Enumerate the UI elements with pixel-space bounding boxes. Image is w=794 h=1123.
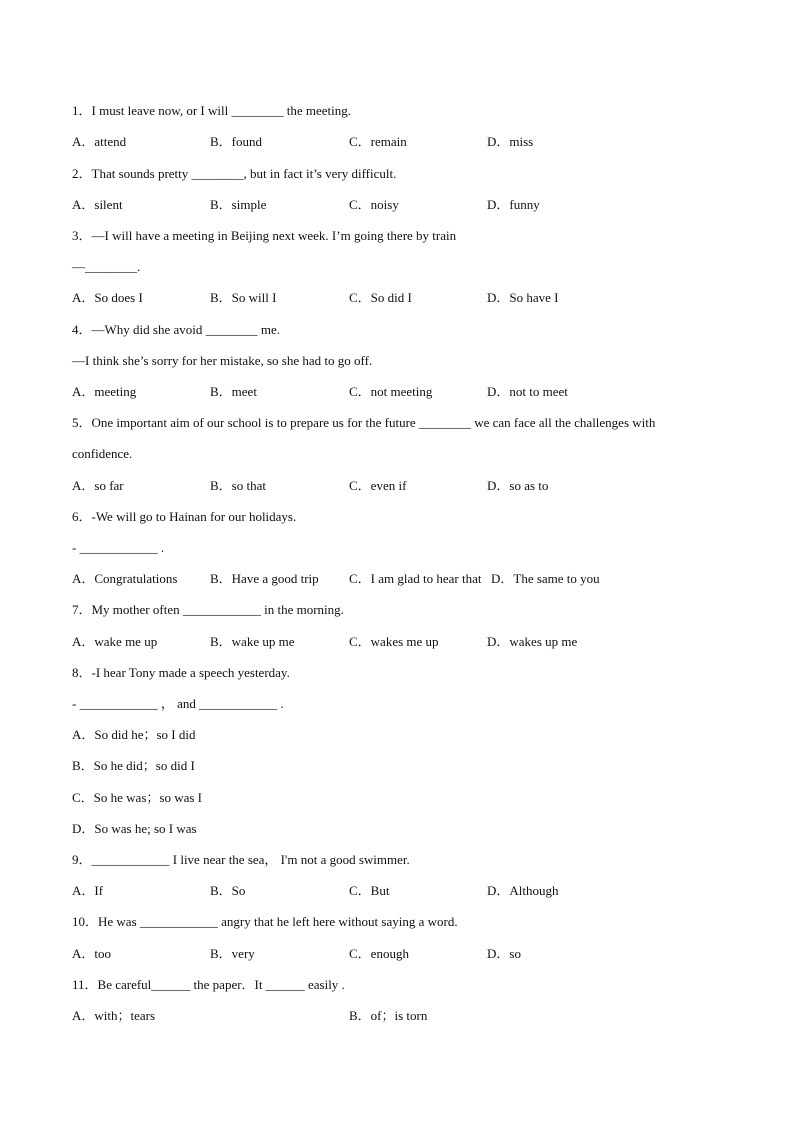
- question-1-option-d[interactable]: D．miss: [487, 134, 534, 149]
- question-5-stem: 5．One important aim of our school is to prepare us for the future ________ we can face all the challenges with: [72, 415, 656, 430]
- question-9-option-d[interactable]: D．Although: [487, 883, 559, 898]
- question-5-option-c[interactable]: C．even if: [349, 478, 407, 493]
- question-9-option-a[interactable]: A．If: [72, 883, 104, 898]
- question-4-stem: 4．—Why did she avoid ________ me.: [72, 322, 280, 337]
- question-11-option-b[interactable]: B．of；is torn: [349, 1008, 428, 1023]
- question-5-option-b[interactable]: B．so that: [210, 478, 266, 493]
- question-5-option-a[interactable]: A．so far: [72, 478, 124, 493]
- question-4-option-b[interactable]: B．meet: [210, 384, 257, 399]
- question-10-option-b[interactable]: B．very: [210, 946, 255, 961]
- question-3-option-b[interactable]: B．So will I: [210, 290, 277, 305]
- question-8-option-c[interactable]: C．So he was；so was I: [72, 790, 202, 805]
- question-9-option-b[interactable]: B．So: [210, 883, 246, 898]
- question-7-stem: 7．My mother often ____________ in the morning.: [72, 602, 344, 617]
- question-10-option-c[interactable]: C．enough: [349, 946, 409, 961]
- question-6-option-d[interactable]: D．The same to you: [491, 571, 600, 586]
- question-3-stem: 3．—I will have a meeting in Beijing next week. I’m going there by train: [72, 228, 457, 243]
- question-3-option-c[interactable]: C．So did I: [349, 290, 412, 305]
- question-8-response: - ____________ ， and ____________ .: [72, 696, 284, 711]
- question-2-option-a[interactable]: A．silent: [72, 197, 123, 212]
- question-6-option-c[interactable]: C．I am glad to hear that: [349, 571, 482, 586]
- question-3-response: —________.: [72, 259, 141, 274]
- question-8-option-a[interactable]: A．So did he；so I did: [72, 727, 196, 742]
- question-2-stem: 2．That sounds pretty ________, but in fact it’s very difficult.: [72, 166, 397, 181]
- question-7-option-c[interactable]: C．wakes me up: [349, 634, 439, 649]
- question-6-stem: 6．-We will go to Hainan for our holidays.: [72, 509, 297, 524]
- question-7-option-b[interactable]: B．wake up me: [210, 634, 295, 649]
- question-2-option-d[interactable]: D．funny: [487, 197, 540, 212]
- question-10-option-a[interactable]: A．too: [72, 946, 112, 961]
- question-9-option-c[interactable]: C．But: [349, 883, 390, 898]
- question-9-stem: 9．____________ I live near the sea， I'm not a good swimmer.: [72, 852, 410, 867]
- question-5-option-d[interactable]: D．so as to: [487, 478, 549, 493]
- question-8-stem: 8．-I hear Tony made a speech yesterday.: [72, 665, 290, 680]
- question-8-option-d[interactable]: D．So was he; so I was: [72, 821, 197, 836]
- question-4-option-a[interactable]: A．meeting: [72, 384, 137, 399]
- question-8-option-b[interactable]: B．So he did；so did I: [72, 758, 195, 773]
- question-7-option-d[interactable]: D．wakes up me: [487, 634, 578, 649]
- question-1-option-a[interactable]: A．attend: [72, 134, 127, 149]
- question-4-option-c[interactable]: C．not meeting: [349, 384, 433, 399]
- question-5-stem-continued: confidence.: [72, 446, 133, 461]
- question-10-option-d[interactable]: D．so: [487, 946, 521, 961]
- question-6-option-a[interactable]: A．Congratulations: [72, 571, 178, 586]
- question-3-option-d[interactable]: D．So have I: [487, 290, 559, 305]
- question-4-option-d[interactable]: D．not to meet: [487, 384, 568, 399]
- question-6-option-b[interactable]: B．Have a good trip: [210, 571, 319, 586]
- question-11-option-a[interactable]: A．with；tears: [72, 1008, 156, 1023]
- question-7-option-a[interactable]: A．wake me up: [72, 634, 158, 649]
- question-1-option-c[interactable]: C．remain: [349, 134, 407, 149]
- question-10-stem: 10．He was ____________ angry that he left here without saying a word.: [72, 914, 458, 929]
- question-1-option-b[interactable]: B．found: [210, 134, 263, 149]
- question-2-option-c[interactable]: C．noisy: [349, 197, 399, 212]
- question-11-stem: 11．Be careful______ the paper．It ______ easily .: [72, 977, 345, 992]
- question-1-stem: 1．I must leave now, or I will ________ the meeting.: [72, 103, 351, 118]
- question-6-response: - ____________ .: [72, 540, 165, 555]
- question-4-response: —I think she’s sorry for her mistake, so she had to go off.: [72, 353, 373, 368]
- question-2-option-b[interactable]: B．simple: [210, 197, 267, 212]
- question-3-option-a[interactable]: A．So does I: [72, 290, 143, 305]
